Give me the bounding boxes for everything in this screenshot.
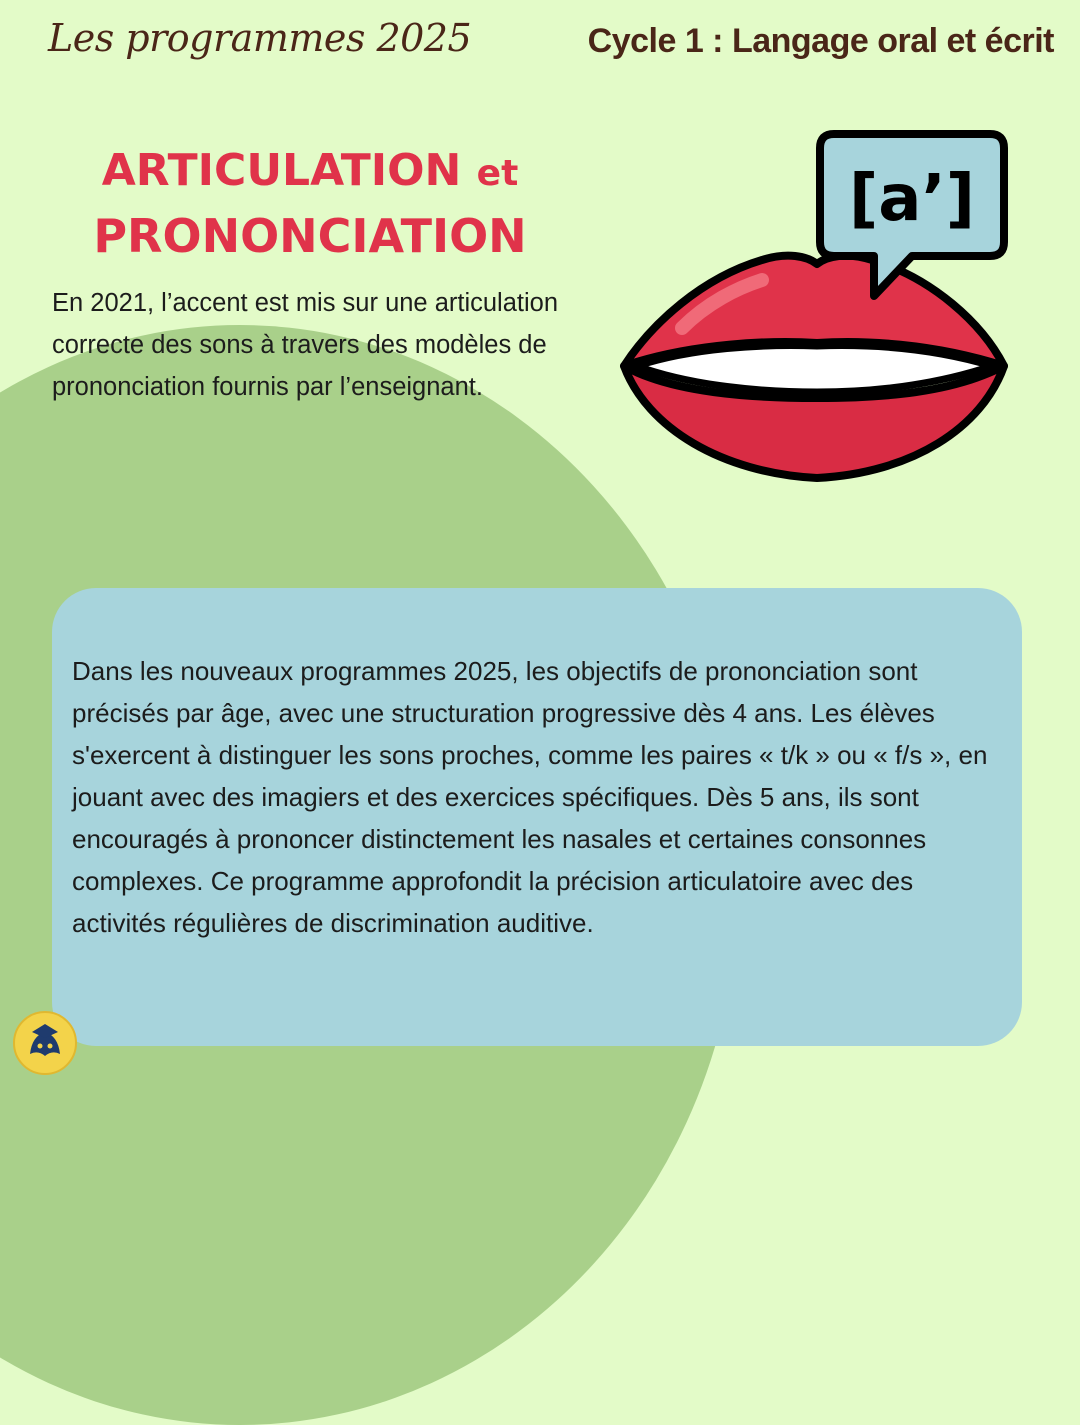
title-word-et: et [476,153,519,194]
intro-paragraph: En 2021, l’accent est mis sur une articulation correcte des sons à travers des modèles de prononciation fournis par l’enseignant. [52,289,559,401]
title-word-articulation: ARTICULATION [101,145,462,196]
card-paragraph: Dans les nouveaux programmes 2025, les objectifs de prononciation sont précisés par âge, avec une structuration progressive dès 4 ans. Les élèves s'exercent à distinguer les sons proches, comme les paires « t/k » ou « f/s », en jouant avec des imagiers et des exercices spécifiques. Dès 5 ans, ils sont encouragés à prononcer distinctement les nasales et certaines consonnes complexes. Ce programme approfondit la précision articulatoire avec des activités régulières de discrimination auditive. [72,656,988,938]
title-line-2: PRONONCIATION [93,209,527,263]
page-title [60,140,560,267]
header-cycle-title: Cycle 1 : Langage oral et écrit [587,22,1054,60]
school-logo-icon [12,1010,78,1076]
info-card [52,588,1022,1046]
title-line-1 [60,140,560,205]
lips-speech-bubble-icon [612,128,1012,488]
bubble-phonetic-text: [a’] [849,162,975,236]
header-series-title: Les programmes 2025 [48,16,472,60]
